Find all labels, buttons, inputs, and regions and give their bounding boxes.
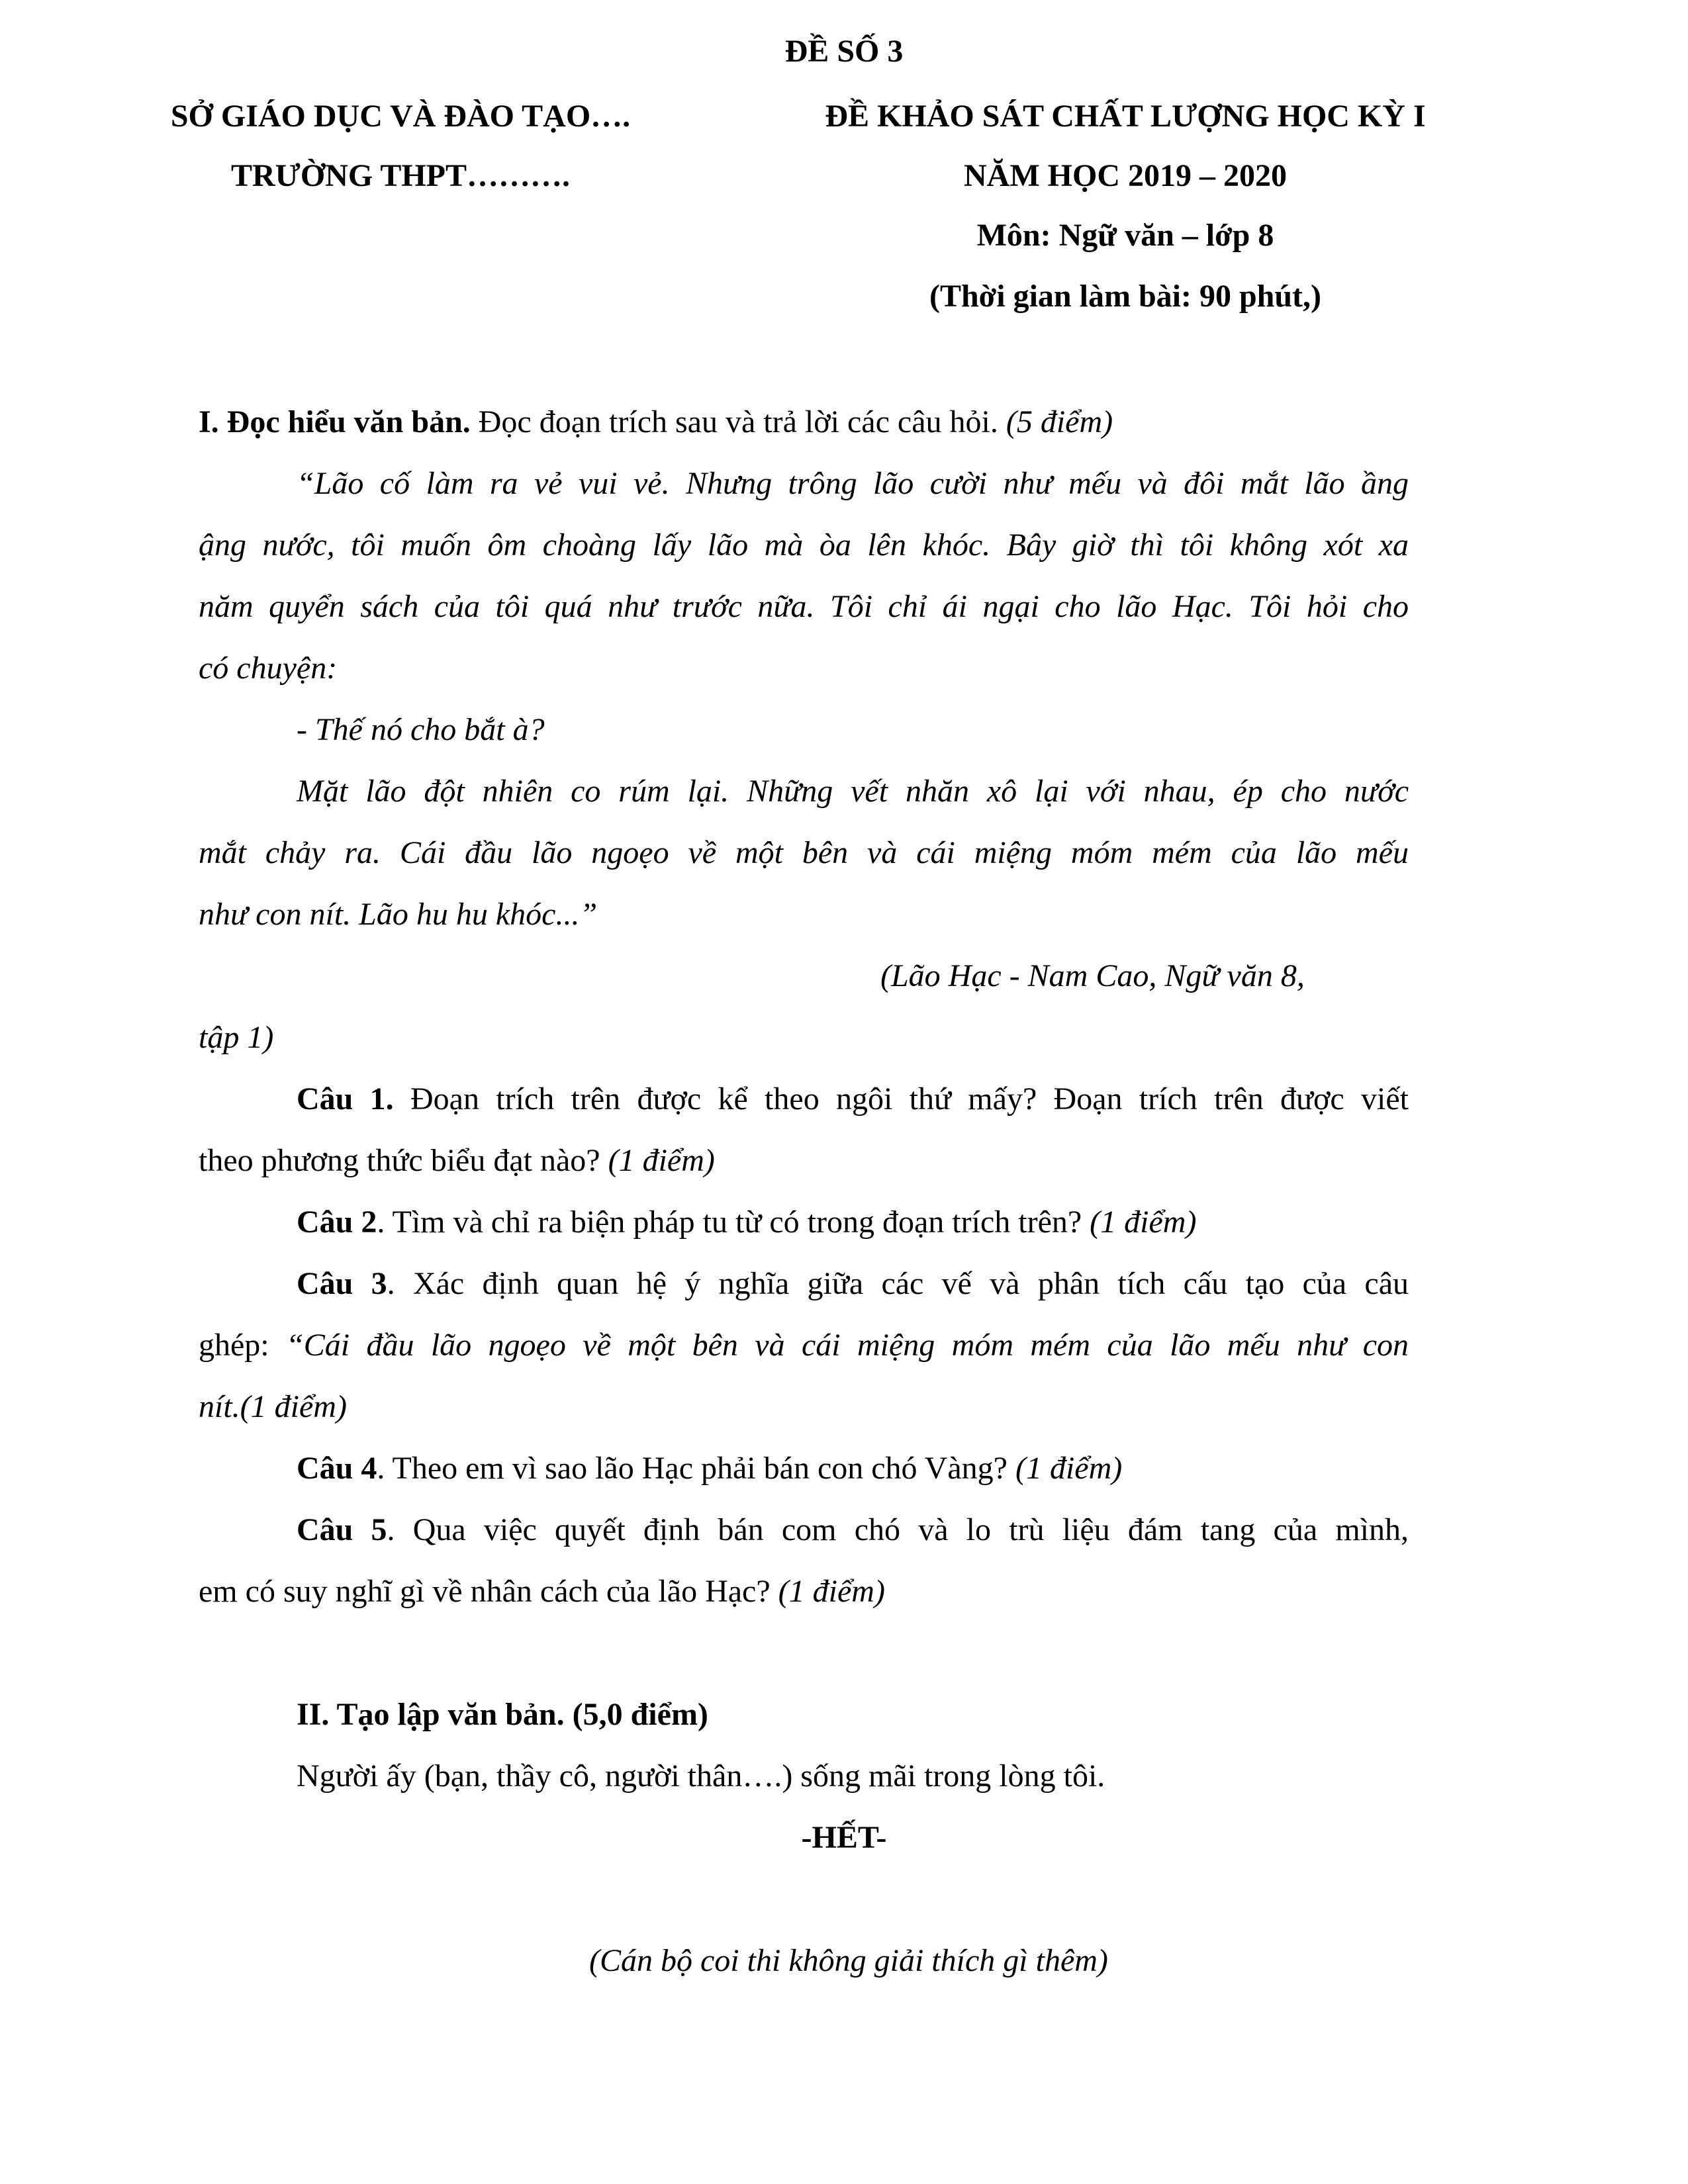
passage-line-3: năm quyển sách của tôi quá như trước nữa. Tôi chỉ ái ngại cho lão Hạc. Tôi hỏi cho [199, 589, 1409, 624]
proctor-note: (Cán bộ coi thi không giải thích gì thêm) [589, 1943, 1108, 1978]
question-3-line-2 [199, 1327, 1409, 1363]
section1-heading-line [199, 404, 1417, 440]
passage-line-7: mắt chảy ra. Cái đầu lão ngoẹo về một bên và cái miệng móm mém của lão mếu [199, 835, 1409, 870]
passage-line-6: Mặt lão đột nhiên co rúm lại. Những vết nhăn xô lại với nhau, ép cho nước [297, 774, 1409, 809]
question-1-text-2: theo phương thức biểu đạt nào? [199, 1143, 608, 1178]
question-3-label: Câu 3 [297, 1266, 387, 1301]
section2-prompt: Người ấy (bạn, thầy cô, người thân….) sống mãi trong lòng tôi. [297, 1758, 1105, 1794]
section1-heading: I. Đọc hiểu văn bản. [199, 404, 471, 439]
question-3-line-1 [297, 1265, 1409, 1302]
school-name: TRƯỜNG THPT………. [230, 158, 571, 193]
source-line-1: (Lão Hạc - Nam Cao, Ngữ văn 8, [880, 958, 1305, 993]
question-3-prefix: ghép: [199, 1328, 287, 1363]
section2-heading: II. Tạo lập văn bản. (5,0 điểm) [297, 1697, 708, 1732]
question-4-points: (1 điểm) [1015, 1451, 1123, 1486]
subject-line: Môn: Ngữ văn – lớp 8 [976, 218, 1274, 253]
question-2-line-1 [297, 1204, 1515, 1240]
question-5-points: (1 điểm) [778, 1574, 885, 1609]
question-2-text: . Tìm và chỉ ra biện pháp tu từ có trong đoạn trích trên? [377, 1205, 1090, 1240]
question-3-quote: “Cái đầu lão ngoẹo về một bên và cái miệng móm mém của lão mếu như con [286, 1328, 1409, 1363]
question-5-text-2: em có suy nghĩ gì về nhân cách của lão Hạc? [199, 1574, 778, 1609]
question-2-label: Câu 2 [297, 1205, 377, 1240]
question-1-label: Câu 1. [297, 1081, 394, 1116]
section1-points: (5 điểm) [1006, 404, 1113, 439]
source-line-2: tập 1) [199, 1020, 274, 1055]
question-5-label: Câu 5 [297, 1512, 387, 1547]
exam-title: ĐỀ KHẢO SÁT CHẤT LƯỢNG HỌC KỲ I [825, 99, 1426, 134]
duration-line: (Thời gian làm bài: 90 phút,) [929, 279, 1322, 314]
question-2-points: (1 điểm) [1090, 1205, 1197, 1240]
question-1-line-2 [199, 1142, 1417, 1179]
question-1-points: (1 điểm) [608, 1143, 715, 1178]
question-4-text: . Theo em vì sao lão Hạc phải bán con chó Vàng? [377, 1451, 1015, 1486]
section1-instruction: Đọc đoạn trích sau và trả lời các câu hỏi. [470, 404, 1006, 439]
question-3-text: . Xác định quan hệ ý nghĩa giữa các vế và phân tích cấu tạo của câu [387, 1266, 1409, 1301]
school-year: NĂM HỌC 2019 – 2020 [964, 158, 1287, 193]
question-3-line-3: nít.(1 điểm) [199, 1389, 347, 1424]
passage-line-4: có chuyện: [199, 651, 338, 686]
question-1-line-1 [297, 1081, 1409, 1117]
question-5-line-2 [199, 1573, 1417, 1610]
end-mark: -HẾT- [801, 1820, 887, 1855]
passage-line-1: “Lão cố làm ra vẻ vui vẻ. Nhưng trông lão cười như mếu và đôi mắt lão ầng [297, 466, 1409, 501]
question-4-label: Câu 4 [297, 1451, 377, 1486]
question-1-text: Đoạn trích trên được kể theo ngôi thứ mấy? Đoạn trích trên được viết [393, 1081, 1409, 1116]
passage-line-2: ậng nước, tôi muốn ôm choàng lấy lão mà òa lên khóc. Bây giờ thì tôi không xót xa [199, 527, 1409, 563]
passage-line-5: - Thế nó cho bắt à? [297, 712, 545, 747]
question-5-line-1 [297, 1512, 1409, 1548]
department-name: SỞ GIÁO DỤC VÀ ĐÀO TẠO…. [170, 99, 631, 134]
question-4-line-1 [297, 1450, 1515, 1486]
passage-line-8: như con nít. Lão hu hu khóc...” [199, 897, 598, 932]
question-5-text: . Qua việc quyết định bán com chó và lo trù liệu đám tang của mình, [387, 1512, 1409, 1547]
exam-number: ĐỀ SỐ 3 [784, 34, 904, 69]
